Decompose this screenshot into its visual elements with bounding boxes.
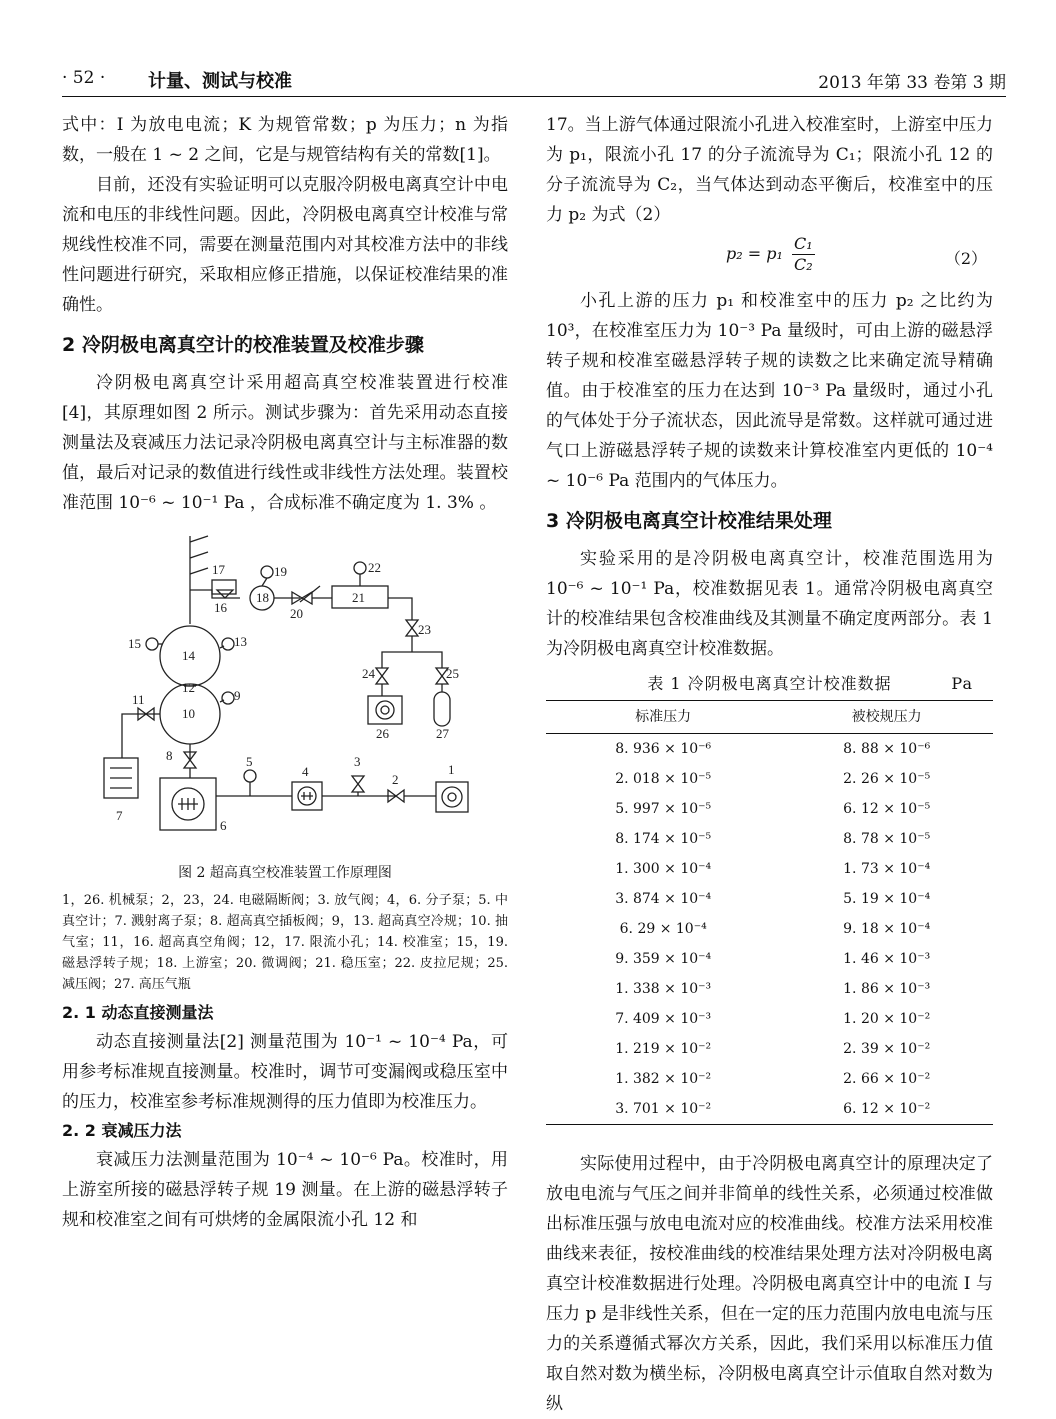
label-23: 23 xyxy=(418,622,431,637)
label-5: 5 xyxy=(246,754,253,769)
label-4: 4 xyxy=(302,764,309,779)
table-row xyxy=(546,1034,993,1064)
gauge-pressure-cell: 9. 18 × 10⁻⁴ xyxy=(843,921,931,937)
left-column xyxy=(62,110,508,1235)
equation-number: （2） xyxy=(944,249,987,268)
label-1: 1 xyxy=(448,762,455,777)
label-20: 20 xyxy=(290,606,303,621)
header-rule xyxy=(62,96,1006,97)
gauge-pressure-cell: 5. 19 × 10⁻⁴ xyxy=(843,891,931,907)
table-row xyxy=(546,734,993,765)
gauge-pressure-cell: 8. 78 × 10⁻⁵ xyxy=(843,831,931,847)
label-15: 15 xyxy=(128,636,141,651)
gauge-pressure-cell: 8. 88 × 10⁻⁶ xyxy=(843,741,931,757)
gauge-pressure-cell: 6. 12 × 10⁻⁵ xyxy=(843,801,931,817)
table-row xyxy=(546,914,993,944)
gauge-pressure-cell: 1. 73 × 10⁻⁴ xyxy=(843,861,931,877)
label-26: 26 xyxy=(376,726,389,741)
standard-pressure-cell: 6. 29 × 10⁻⁴ xyxy=(619,921,707,937)
paragraph: 实验采用的是冷阴极电离真空计，校准范围选用为 10⁻⁶ ~ 10⁻¹ Pa，校准数据见表 1。通常冷阴极电离真空计的校准结果包含校准曲线及其测量不确定度两部分。表 1 为冷阴极电离真空计校准数据。 xyxy=(546,549,993,659)
label-24: 24 xyxy=(362,666,375,681)
equation-numerator: C₁ xyxy=(793,234,813,253)
journal-title: 计量、测试与校准 xyxy=(148,71,292,92)
standard-pressure-cell: 1. 219 × 10⁻² xyxy=(615,1041,712,1057)
label-22: 22 xyxy=(368,560,381,575)
standard-pressure-cell: 3. 874 × 10⁻⁴ xyxy=(615,891,712,907)
gauge-pressure-cell: 1. 86 × 10⁻³ xyxy=(843,981,931,997)
label-16: 16 xyxy=(214,600,227,615)
table-row xyxy=(546,854,993,884)
standard-pressure-cell: 1. 300 × 10⁻⁴ xyxy=(615,861,712,877)
equation-fraction xyxy=(792,234,815,275)
running-header xyxy=(62,64,1006,94)
gauge-pressure-cell: 1. 20 × 10⁻² xyxy=(843,1011,931,1027)
label-8: 8 xyxy=(166,748,173,763)
gauge-pressure-cell: 2. 26 × 10⁻⁵ xyxy=(843,771,931,787)
page-number: · 52 · xyxy=(62,68,106,88)
label-21: 21 xyxy=(352,590,365,605)
standard-pressure-cell: 1. 382 × 10⁻² xyxy=(615,1071,712,1087)
table-row xyxy=(546,884,993,914)
label-12: 12 xyxy=(182,680,195,695)
table-row xyxy=(546,944,993,974)
paragraph: 冷阴极电离真空计采用超高真空校准装置进行校准[4]，其原理如图 2 所示。测试步骤为：首先采用动态直接测量法及衰减压力法记录冷阴极电离真空计与主标准器的数值，最后对记录的数值进行线性或非线性方法处理。装置校准范围 10⁻⁶ ~ 10⁻¹ Pa ，合成标准不确定度为 1. 3% 。 xyxy=(62,373,508,513)
gauge-pressure-cell: 6. 12 × 10⁻² xyxy=(780,1094,993,1125)
label-10: 10 xyxy=(182,706,195,721)
label-14: 14 xyxy=(182,648,195,663)
table-row xyxy=(546,1094,993,1125)
table-row xyxy=(546,764,993,794)
standard-pressure-cell: 5. 997 × 10⁻⁵ xyxy=(615,801,712,817)
gauge-pressure-cell: 1. 46 × 10⁻³ xyxy=(843,951,931,967)
standard-pressure-cell: 1. 338 × 10⁻³ xyxy=(615,981,712,997)
gauge-pressure-cell: 2. 66 × 10⁻² xyxy=(843,1071,931,1087)
paragraph: 实际使用过程中，由于冷阴极电离真空计的原理决定了放电电流与气压之间并非简单的线性关系，必须通过校准做出标准压强与放电电流对应的校准曲线。校准方法采用校准曲线来表征，按校准曲线的校准结果处理方法对冷阴极电离真空计校准数据进行处理。冷阴极电离真空计中的电流 I 与压力 p 是非线性关系，但在一定的压力范围内放电电流与压力的关系遵循式幂次方关系，因此，我们采用以标准压力值取自然对数为横坐标，冷阴极电离真空计示值取自然对数为纵 xyxy=(546,1154,993,1414)
standard-pressure-cell: 7. 409 × 10⁻³ xyxy=(615,1011,712,1027)
table-row xyxy=(546,1004,993,1034)
table-caption: 表 1 冷阴极电离真空计校准数据 xyxy=(647,674,892,693)
label-7: 7 xyxy=(116,808,123,823)
paragraph: 式中：I 为放电电流；K 为规管常数；p 为压力；n 为指数，一般在 1 ~ 2 之间，它是与规管结构有关的常数[1]。 xyxy=(62,115,508,165)
table-row xyxy=(546,974,993,1004)
paragraph: 17。当上游气体通过限流小孔进入校准室时，上游室中压力为 p₁，限流小孔 17 的分子流流导为 C₁；限流小孔 12 的分子流流导为 C₂，当气体达到动态平衡后，校准室中的压力 p₂ 为式（2） xyxy=(546,115,993,225)
equation-lhs: p₂ = p₁ xyxy=(726,244,783,263)
schematic-diagram xyxy=(62,528,508,858)
table-row xyxy=(546,1064,993,1094)
equation-2 xyxy=(546,230,993,286)
table-header: 被校规压力 xyxy=(780,701,993,734)
table-caption-row xyxy=(546,668,993,700)
label-3: 3 xyxy=(354,754,361,769)
calibration-table xyxy=(546,700,993,1125)
paragraph: 小孔上游的压力 p₁ 和校准室中的压力 p₂ 之比约为 10³，在校准室压力为 10⁻³ Pa 量级时，可由上游的磁悬浮转子规和校准室磁悬浮转子规的读数之比来确定流导精确值。由于校准室的压力在达到 10⁻³ Pa 量级时，通过小孔的气体处于分子流状态，因此流导是常数。这样就可通过进气口上游磁悬浮转子规的读数来计算校准室内更低的 10⁻⁴ ~ 10⁻⁶ Pa 范围内的气体压力。 xyxy=(546,291,993,491)
figure-2-schematic xyxy=(62,528,508,858)
figure-caption: 图 2 超高真空校准装置工作原理图 xyxy=(178,865,392,881)
standard-pressure-cell: 2. 018 × 10⁻⁵ xyxy=(615,771,712,787)
table-unit: Pa xyxy=(951,674,973,693)
label-19: 19 xyxy=(274,564,287,579)
label-11: 11 xyxy=(132,692,145,707)
paragraph: 动态直接测量法[2] 测量范围为 10⁻¹ ~ 10⁻⁴ Pa，可用参考标准规直接测量。校准时，调节可变漏阀或稳压室中的压力，校准室参考标准规测得的压力值即为校准压力。 xyxy=(62,1032,508,1112)
standard-pressure-cell: 8. 936 × 10⁻⁶ xyxy=(615,741,712,757)
label-13: 13 xyxy=(234,634,247,649)
standard-pressure-cell: 8. 174 × 10⁻⁵ xyxy=(615,831,712,847)
standard-pressure-cell: 9. 359 × 10⁻⁴ xyxy=(615,951,712,967)
figure-legend: 1，26. 机械泵；2，23，24. 电磁隔断阀；3. 放气阀；4，6. 分子泵；5. 中真空计；7. 溅射离子泵；8. 超高真空插板阀；9，13. 超高真空冷规；10. 抽气室；11，16. 超高真空角阀；12，17. 限流小孔；14. 校准室；15，19. 磁悬浮转子规；18. 上游室；20. 微调阀；21. 稳压室；22. 皮拉尼规；25. 减压阀；27. 高压气瓶 xyxy=(62,893,508,992)
label-18: 18 xyxy=(256,590,269,605)
standard-pressure-cell: 3. 701 × 10⁻² xyxy=(546,1094,780,1125)
table-header: 标准压力 xyxy=(546,701,780,734)
label-9: 9 xyxy=(234,688,241,703)
paragraph: 衰减压力法测量范围为 10⁻⁴ ~ 10⁻⁶ Pa。校准时，用上游室所接的磁悬浮转子规 19 测量。在上游的磁悬浮转子规和校准室之间有可烘烤的金属限流小孔 12 和 xyxy=(62,1150,508,1230)
label-6: 6 xyxy=(220,818,227,833)
section-heading-3: 3 冷阴极电离真空计校准结果处理 xyxy=(546,510,832,532)
right-column xyxy=(546,110,993,1419)
subsection-heading-2-2: 2. 2 衰减压力法 xyxy=(62,1121,182,1140)
issue-info: 2013 年第 33 卷第 3 期 xyxy=(818,73,1006,93)
gauge-pressure-cell: 2. 39 × 10⁻² xyxy=(843,1041,931,1057)
label-25: 25 xyxy=(446,666,459,681)
label-27: 27 xyxy=(436,726,449,741)
label-17: 17 xyxy=(212,562,225,577)
section-heading-2: 2 冷阴极电离真空计的校准装置及校准步骤 xyxy=(62,334,424,356)
label-2: 2 xyxy=(392,772,399,787)
subsection-heading-2-1: 2. 1 动态直接测量法 xyxy=(62,1003,214,1022)
equation-denominator: C₂ xyxy=(793,255,813,274)
table-row xyxy=(546,824,993,854)
table-row xyxy=(546,794,993,824)
paragraph: 目前，还没有实验证明可以克服冷阴极电离真空计中电流和电压的非线性问题。因此，冷阴极电离真空计校准与常规线性校准不同，需要在测量范围内对其校准方法中的非线性问题进行研究，采取相应修正措施，以保证校准结果的准确性。 xyxy=(62,175,508,315)
